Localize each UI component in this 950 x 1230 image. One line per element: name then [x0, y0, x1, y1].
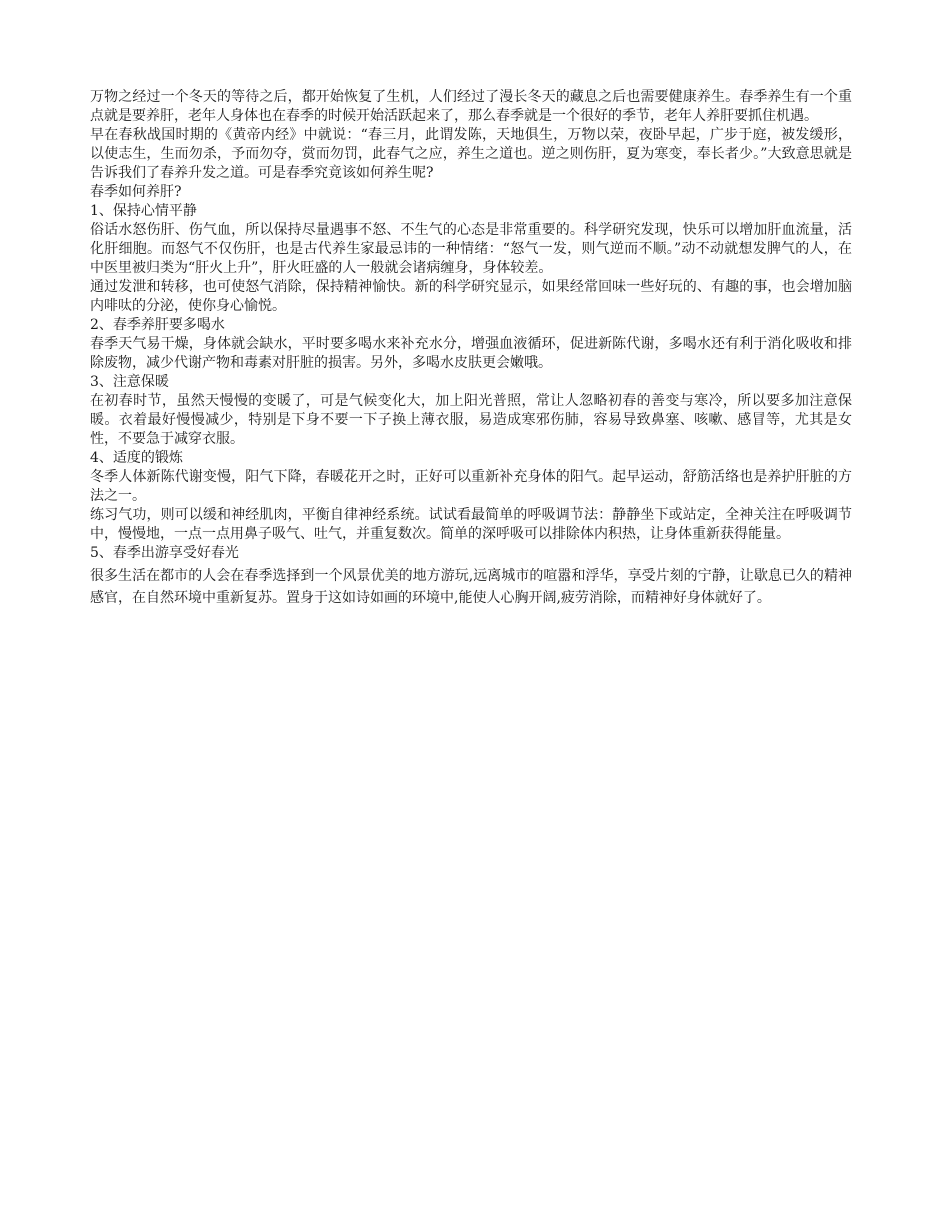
section-heading-4: 4、适度的锻炼 [90, 450, 183, 466]
section-3-paragraph-1: 在初春时节，虽然天慢慢的变暖了，可是气候变化大，加上阳光普照，常让人忽略初春的善变与寒冷，所以要多加注意保暖。衣着最好慢慢减少，特别是下身不要一下子换上薄衣服，易造成寒邪伤肺，容易导致鼻塞、咳嗽、感冒等，尤其是女性，不要急于减穿衣服。 [90, 393, 852, 447]
section-5-paragraph-1: 很多生活在都市的人会在春季选择到一个风景优美的地方游玩,远离城市的喧嚣和浮华，享受片刻的宁静，让歇息已久的精神感官，在自然环境中重新复苏。置身于这如诗如画的环境中,能使人心胸开阔,疲劳消除，而精神好身体就好了。 [90, 568, 852, 606]
intro-paragraph-2: 早在春秋战国时期的《黄帝内经》中就说：“春三月，此谓发陈，天地俱生，万物以荣，夜卧早起，广步于庭，被发缓形，以使志生，生而勿杀，予而勿夺，赏而勿罚，此春气之应，养生之道也。逆之则伤肝，夏为寒变，奉长者少。”大致意思就是告诉我们了春养升发之道。可是春季究竟该如何养生呢? [90, 127, 852, 181]
article-body [90, 88, 852, 609]
section-1-paragraph-2: 通过发泄和转移，也可使怒气消除，保持精神愉快。新的科学研究显示，如果经常回味一些好玩的、有趣的事，也会增加脑内啡呔的分泌，使你身心愉悦。 [90, 279, 852, 314]
section-heading-2: 2、春季养肝要多喝水 [90, 317, 225, 333]
section-4-paragraph-2: 练习气功，则可以缓和神经肌肉，平衡自律神经系统。试试看最简单的呼吸调节法：静静坐下或站定，全神关注在呼吸调节中，慢慢地，一点一点用鼻子吸气、吐气，并重复数次。简单的深呼吸可以排除体内积热，让身体重新获得能量。 [90, 507, 852, 542]
question-heading: 春季如何养肝? [90, 184, 182, 200]
section-heading-1: 1、保持心情平静 [90, 203, 197, 219]
section-1-paragraph-1: 俗话水怒伤肝、伤气血，所以保持尽量遇事不怒、不生气的心态是非常重要的。科学研究发现，快乐可以增加肝血流量，活化肝细胞。而怒气不仅伤肝，也是古代养生家最忌讳的一种情绪：“怒气一发，则气逆而不顺。”动不动就想发脾气的人，在中医里被归类为“肝火上升”，肝火旺盛的人一般就会诸病缠身，身体较差。 [90, 222, 852, 276]
section-heading-3: 3、注意保暖 [90, 374, 169, 390]
section-4-paragraph-1: 冬季人体新陈代谢变慢，阳气下降，春暖花开之时，正好可以重新补充身体的阳气。起早运动，舒筋活络也是养护肝脏的方法之一。 [90, 469, 852, 504]
section-heading-5: 5、春季出游享受好春光 [90, 545, 239, 561]
intro-paragraph-1: 万物之经过一个冬天的等待之后，都开始恢复了生机，人们经过了漫长冬天的藏息之后也需要健康养生。春季养生有一个重点就是要养肝，老年人身体也在春季的时候开始活跃起来了，那么春季就是一个很好的季节，老年人养肝要抓住机遇。 [90, 89, 852, 124]
section-2-paragraph-1: 春季天气易干燥，身体就会缺水，平时要多喝水来补充水分，增强血液循环，促进新陈代谢，多喝水还有利于消化吸收和排除废物，减少代谢产物和毒素对肝脏的损害。另外，多喝水皮肤更会嫩哦。 [90, 336, 852, 371]
